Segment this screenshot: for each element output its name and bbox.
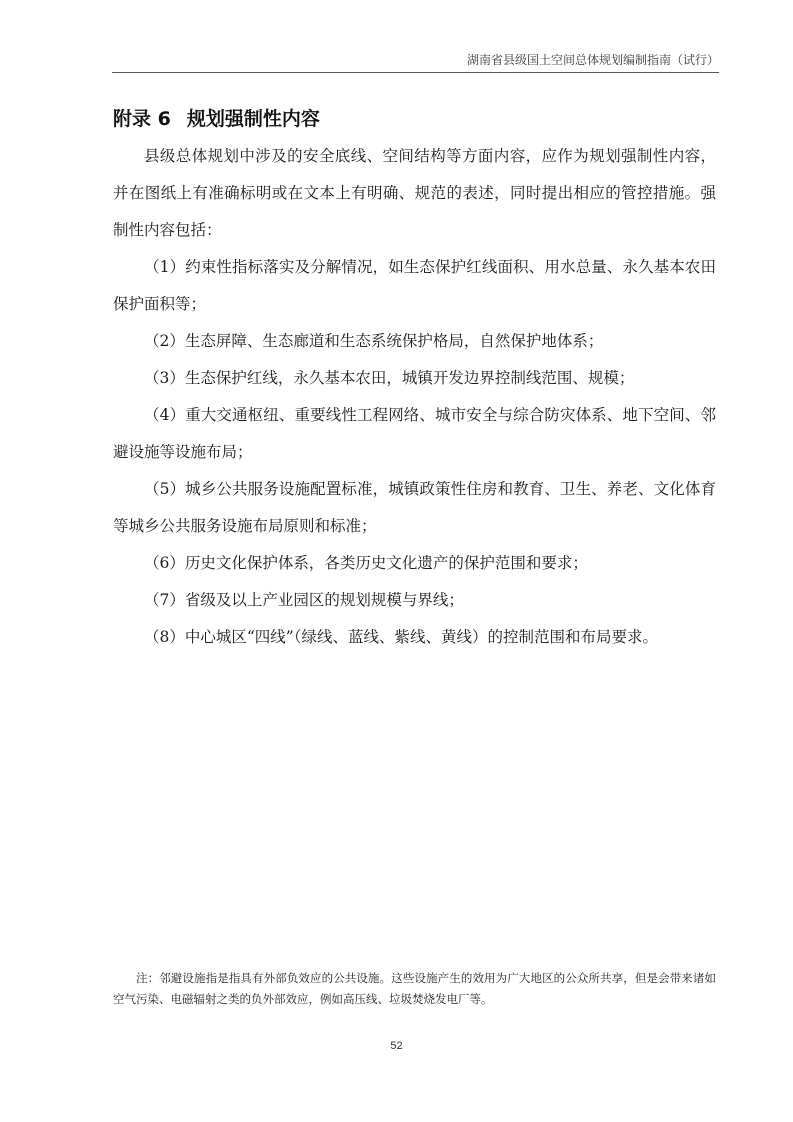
appendix-number: 附录 6 xyxy=(113,108,171,130)
header-title: 湖南省县级国土空间总体规划编制指南（试行） xyxy=(466,53,719,67)
footnote-text: 注：邻避设施指是指具有外部负效应的公共设施。这些设施产生的效用为广大地区的公众所共享，但是会带来诸如空气污染、电磁辐射之类的负外部效应，例如高压线、垃圾焚烧发电厂等。 xyxy=(113,971,716,1006)
list-item-3: （3）生态保护红线，永久基本农田，城镇开发边界控制线范围、规模； xyxy=(144,369,635,387)
list-item-4: （4）重大交通枢纽、重要线性工程网络、城市安全与综合防灾体系、地下空间、邻避设施等设施布局； xyxy=(113,406,716,461)
list-item-6: （6）历史文化保护体系，各类历史文化遗产的保护范围和要求； xyxy=(144,554,588,572)
appendix-title-text: 规划强制性内容 xyxy=(186,108,320,130)
footnote xyxy=(113,968,716,1010)
page-header xyxy=(112,50,719,73)
appendix-title xyxy=(113,104,320,131)
list-item-8: （8）中心城区“四线”（绿线、蓝线、紫线、黄线）的控制范围和布局要求。 xyxy=(144,628,658,646)
list-item-7: （7）省级及以上产业园区的规划规模与界线； xyxy=(144,591,464,609)
list-item-1: （1）约束性指标落实及分解情况，如生态保护红线面积、用水总量、永久基本农田保护面积等； xyxy=(113,258,716,313)
list-item-2: （2）生态屏障、生态廊道和生态系统保护格局，自然保护地体系； xyxy=(144,332,604,350)
body-content xyxy=(113,138,716,656)
list-item-5: （5）城乡公共服务设施配置标准，城镇政策性住房和教育、卫生、养老、文化体育等城乡公共服务设施布局原则和标准； xyxy=(113,480,716,535)
page-number: 52 xyxy=(390,1040,403,1052)
intro-paragraph: 县级总体规划中涉及的安全底线、空间结构等方面内容，应作为规划强制性内容，并在图纸上有准确标明或在文本上有明确、规范的表述，同时提出相应的管控措施。强制性内容包括： xyxy=(113,147,716,239)
